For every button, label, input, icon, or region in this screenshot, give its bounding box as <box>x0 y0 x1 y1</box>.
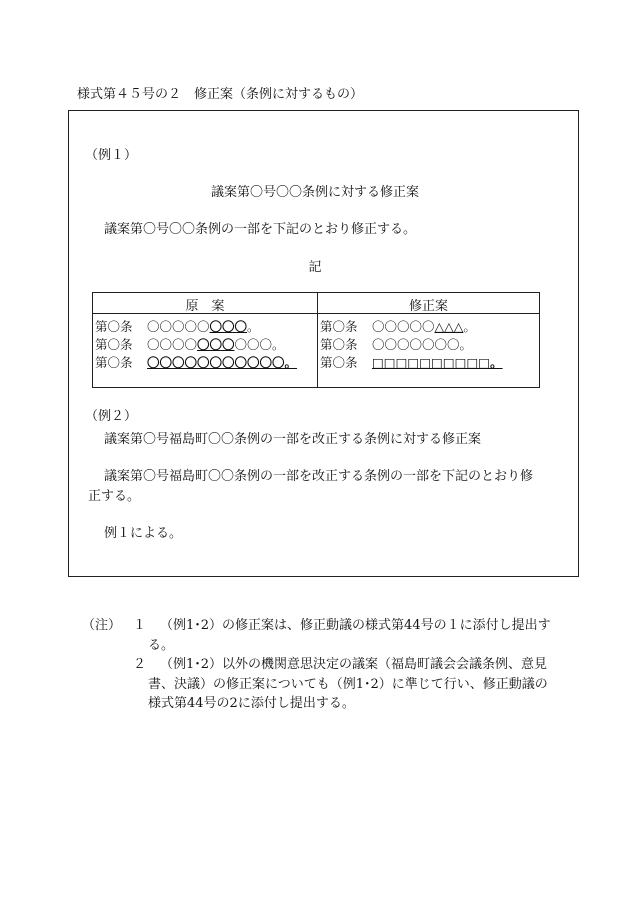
example2-body-line1: 議案第〇号福島町〇〇条例の一部を改正する条例の一部を下記のとおり修 <box>104 469 534 484</box>
revised-row <box>318 335 472 353</box>
original-row <box>93 317 260 335</box>
example2-reference: 例１による。 <box>104 526 183 541</box>
ki-heading: 記 <box>308 260 322 275</box>
comparison-table <box>92 292 540 388</box>
article-number: 第〇条 <box>320 355 358 370</box>
example2-title: 議案第〇号福島町〇〇条例の一部を改正する条例に対する修正案 <box>104 432 482 447</box>
text-highlight: 〇〇〇 <box>209 319 248 334</box>
text-tail: 。 <box>247 319 260 334</box>
note1-line2: る。 <box>148 638 175 653</box>
form-title: 様式第４５号の２ 修正案（条例に対するもの） <box>77 87 364 102</box>
article-number: 第〇条 <box>320 319 358 334</box>
text-tail: 。 <box>463 319 476 334</box>
text-highlight: 〇〇〇 <box>197 337 235 352</box>
notes-label: （注） <box>82 618 122 633</box>
text-plain: 〇〇〇〇〇〇〇。 <box>372 337 473 352</box>
article-number: 第〇条 <box>95 337 133 352</box>
text-tail: 〇〇〇。 <box>234 337 285 352</box>
article-number: 第〇条 <box>95 319 133 334</box>
revised-row <box>318 353 503 371</box>
example1-title: 議案第〇号〇〇条例に対する修正案 <box>210 185 419 200</box>
example2-label: （例２） <box>85 409 138 424</box>
text-plain: 〇〇〇〇〇 <box>372 319 435 334</box>
note2-line1: （例1･2）以外の機関意思決定の議案（福島町議会会議条例、意見 <box>160 657 548 672</box>
text-plain: 〇〇〇〇〇 <box>147 319 210 334</box>
note1-number: １ <box>133 618 147 633</box>
original-row <box>93 353 297 371</box>
header-revised: 修正案 <box>408 299 448 314</box>
text-highlight: 〇〇〇〇〇〇〇〇〇〇〇。 <box>147 355 298 370</box>
original-row <box>93 335 285 353</box>
note2-line2: 書、決議）の修正案についても（例1･2）に準じて行い、修正動議の <box>148 677 548 692</box>
note2-number: ２ <box>133 657 147 672</box>
text-plain: 〇〇〇〇 <box>147 337 198 352</box>
text-highlight: △△△ <box>434 319 464 334</box>
article-number: 第〇条 <box>320 337 358 352</box>
header-original: 原 案 <box>185 299 225 314</box>
article-number: 第〇条 <box>95 355 133 370</box>
example2-body-line2: 正する。 <box>88 489 141 504</box>
text-highlight: □□□□□□□□□□。 <box>372 355 503 370</box>
example1-body: 議案第〇号〇〇条例の一部を下記のとおり修正する。 <box>104 222 417 237</box>
note2-line3: 様式第44号の2に添付し提出する。 <box>148 696 355 711</box>
example1-label: （例１） <box>85 148 138 163</box>
revised-row <box>318 317 476 335</box>
note1-line1: （例1･2）の修正案は、修正動議の様式第44号の１に添付し提出す <box>160 618 551 633</box>
